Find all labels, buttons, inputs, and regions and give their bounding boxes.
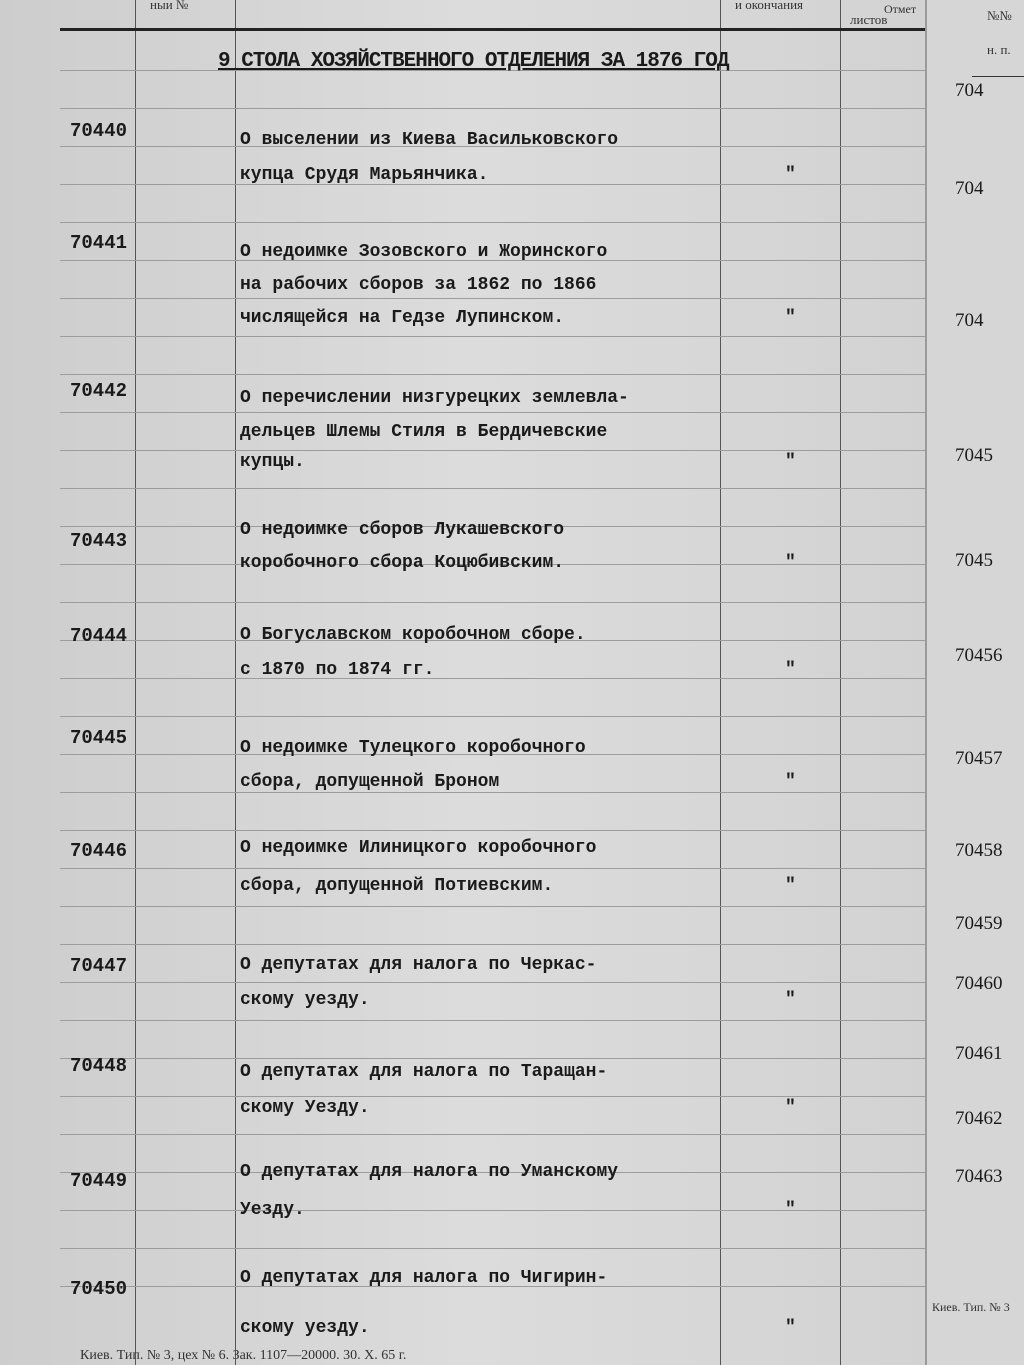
entry-number: 70449 — [70, 1170, 128, 1192]
ditto-mark: " — [785, 660, 796, 680]
ruled-line — [60, 792, 930, 793]
right-entry-number: 70460 — [955, 973, 1003, 994]
column-divider — [720, 0, 721, 1365]
entry-text-line: сбора, допущенной Броном — [240, 772, 500, 792]
ruled-line — [60, 1210, 930, 1211]
entry-text-line: О выселении из Киева Васильковского — [240, 130, 619, 150]
entry-text-line: купца Срудя Марьянчика. — [240, 165, 489, 185]
ruled-line — [60, 830, 930, 831]
ruled-line — [60, 108, 930, 109]
entry-number: 70447 — [70, 955, 128, 977]
right-header-sub: н. п. — [987, 42, 1011, 57]
entry-number: 70450 — [70, 1278, 128, 1300]
right-footer: Киев. Тип. № 3 — [932, 1300, 1010, 1314]
right-entry-number: 7045 — [955, 445, 993, 466]
right-rule — [972, 76, 1024, 77]
ruled-line — [60, 1134, 930, 1135]
entry-text-line: числящейся на Гедзе Лупинском. — [240, 308, 565, 328]
ditto-mark: " — [785, 553, 796, 573]
entry-text-line: О недоимке Тулецкого коробочного — [240, 738, 586, 758]
entry-number: 70443 — [70, 530, 128, 552]
ruled-line — [60, 602, 930, 603]
entry-text-line: О депутатах для налога по Уманскому — [240, 1162, 619, 1182]
entry-text-line: О Богуславском коробочном сборе. — [240, 625, 586, 645]
ditto-mark: " — [785, 165, 796, 185]
right-entry-number: 7045 — [955, 550, 993, 571]
entry-number: 70440 — [70, 120, 128, 142]
ruled-line — [60, 336, 930, 337]
entry-text-line: скому Уезду. — [240, 1098, 370, 1118]
right-entry-number: 70457 — [955, 748, 1003, 769]
ruled-line — [60, 1058, 930, 1059]
entry-text-line: на рабочих сборов за 1862 по 1866 — [240, 275, 597, 295]
entry-number: 70446 — [70, 840, 128, 862]
right-entry-number: 70456 — [955, 645, 1003, 666]
entry-text-line: О депутатах для налога по Чигирин- — [240, 1268, 608, 1288]
entry-number: 70448 — [70, 1055, 128, 1077]
ruled-line — [60, 1020, 930, 1021]
ditto-mark: " — [785, 876, 796, 896]
right-entry-number: 70461 — [955, 1043, 1003, 1064]
ruled-line — [60, 716, 930, 717]
entry-text-line: О перечислении низгурецких землевла- — [240, 388, 629, 408]
header-rule — [60, 28, 925, 31]
right-header: №№ — [987, 8, 1012, 23]
ruled-line — [60, 374, 930, 375]
entry-text-line: с 1870 по 1874 гг. — [240, 660, 435, 680]
ditto-mark: " — [785, 1200, 796, 1220]
ditto-mark: " — [785, 452, 796, 472]
ruled-line — [60, 222, 930, 223]
entry-number: 70445 — [70, 727, 128, 749]
header-notes: Отмет — [884, 2, 917, 16]
entry-text-line: О недоимке сборов Лукашевского — [240, 520, 565, 540]
entry-number: 70444 — [70, 625, 128, 647]
entry-text-line: скому уезду. — [240, 990, 370, 1010]
entry-text-line: О недоимке Илиницкого коробочного — [240, 838, 597, 858]
ruled-line — [60, 944, 930, 945]
ditto-mark: " — [785, 990, 796, 1010]
entry-text-line: Уезду. — [240, 1200, 305, 1220]
ruled-line — [60, 184, 930, 185]
entry-number: 70441 — [70, 232, 128, 254]
header-dates: и окончания — [735, 0, 804, 12]
ruled-line — [60, 678, 930, 679]
right-page — [925, 0, 1024, 1365]
ruled-line — [60, 906, 930, 907]
ditto-mark: " — [785, 1318, 796, 1338]
column-divider — [135, 0, 136, 1365]
right-entry-number: 704 — [955, 80, 984, 101]
ditto-mark: " — [785, 308, 796, 328]
entry-text-line: скому уезду. — [240, 1318, 370, 1338]
right-entry-number: 70462 — [955, 1108, 1003, 1129]
entry-text-line: О депутатах для налога по Таращан- — [240, 1062, 608, 1082]
printer-footer: Киев. Тип. № 3, цех № 6. Зак. 1107—20000. 30. X. 65 г. — [80, 1348, 407, 1363]
ditto-mark: " — [785, 772, 796, 792]
right-entry-number: 70463 — [955, 1166, 1003, 1187]
ditto-mark: " — [785, 1098, 796, 1118]
entry-text-line: О депутатах для налога по Черкас- — [240, 955, 597, 975]
header-number: ныи № — [150, 0, 189, 12]
entry-text-line: купцы. — [240, 452, 305, 472]
ruled-line — [60, 488, 930, 489]
ruled-line — [60, 868, 930, 869]
entry-number: 70442 — [70, 380, 128, 402]
page-title: 9 СТОЛА ХОЗЯЙСТВЕННОГО ОТДЕЛЕНИЯ ЗА 1876 ГОД — [218, 50, 729, 73]
entry-text-line: сбора, допущенной Потиевским. — [240, 876, 554, 896]
entry-text-line: О недоимке Зозовского и Жоринского — [240, 242, 608, 262]
right-entry-number: 704 — [955, 178, 984, 199]
ruled-line — [60, 412, 930, 413]
column-divider — [235, 0, 236, 1365]
ruled-line — [60, 982, 930, 983]
right-entry-number: 70458 — [955, 840, 1003, 861]
entry-text-line: коробочного сбора Коцюбивским. — [240, 553, 565, 573]
ruled-line — [60, 1248, 930, 1249]
right-entry-number: 70459 — [955, 913, 1003, 934]
column-divider — [840, 0, 841, 1365]
ruled-line — [60, 450, 930, 451]
ruled-line — [60, 1096, 930, 1097]
right-entry-number: 704 — [955, 310, 984, 331]
header-sheets: листов — [850, 12, 888, 27]
ruled-line — [60, 298, 930, 299]
entry-text-line: дельцев Шлемы Стиля в Бердичевские — [240, 422, 608, 442]
